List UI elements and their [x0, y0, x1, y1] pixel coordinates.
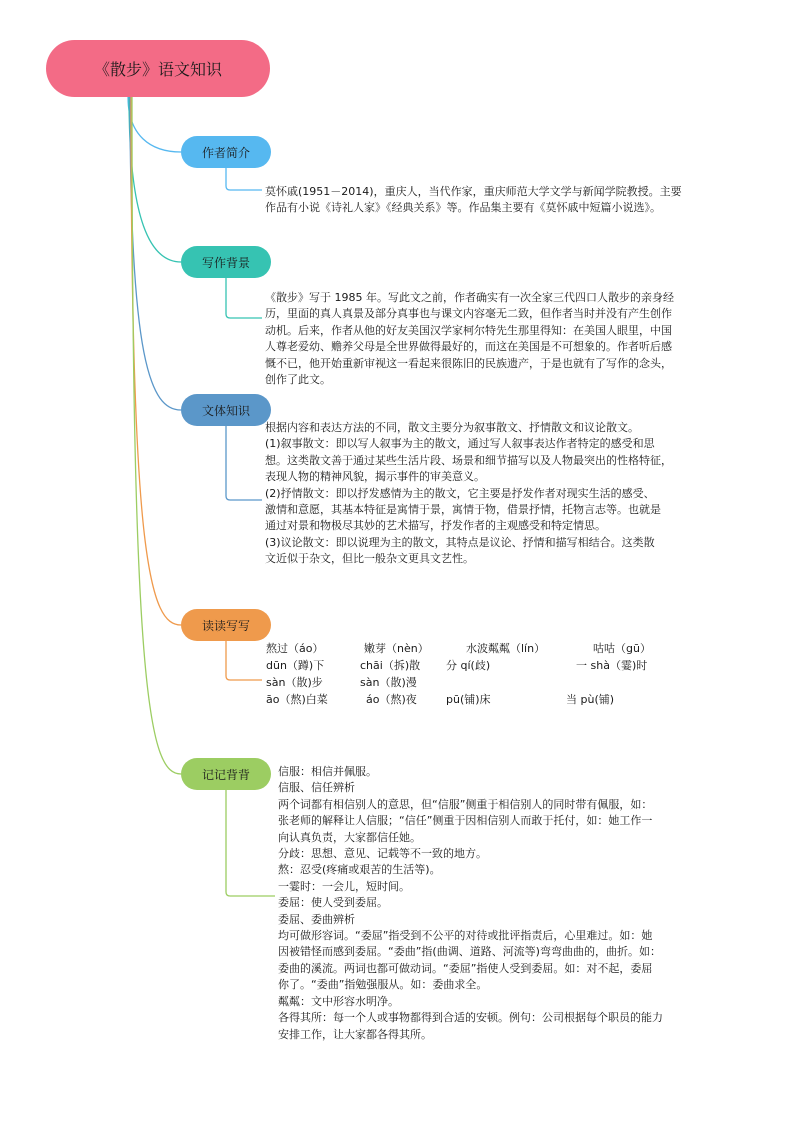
text-line: 委曲的溪流。两词也都可做动词。“委屈”指使人受到委屈。如：对不起，委屈 [278, 961, 653, 975]
text-line: 委屈：使人受到委屈。 [278, 896, 388, 910]
node-author-intro[interactable]: 作者简介 [181, 136, 271, 168]
text-line: 表现人物的精神风貌，揭示事件的审美意义。 [265, 470, 485, 484]
node-writing-background[interactable]: 写作背景 [181, 246, 271, 278]
text-line: 人尊老爱幼、赡养父母是全世界做得最好的，而这在美国是不可想象的。作者听后感 [265, 340, 672, 354]
text-line: 历，里面的真人真景及部分真事也与课文内容毫无二致，但作者当时并没有产生创作 [265, 307, 672, 321]
text-line: 慨不已，他开始重新审视这一看起来很陈旧的民族遗产，于是也就有了写作的念头， [265, 356, 672, 370]
connector-author-text [226, 168, 262, 190]
connector-genre [130, 97, 181, 410]
word-row [266, 674, 766, 691]
word-row [266, 691, 766, 708]
word-item: 熬过（áo） [266, 642, 324, 655]
word-item: 咕咕（gū） [593, 642, 651, 655]
node-memorize[interactable]: 记记背背 [181, 758, 271, 790]
reading-writing-words [266, 640, 766, 708]
text-line: 作品有小说《诗礼人家》《经典关系》等。作品集主要有《莫怀戚中短篇小说选》。 [265, 201, 661, 215]
root-node[interactable]: 《散步》语文知识 [46, 40, 270, 97]
connector-background [129, 97, 181, 262]
connector-reading-text [226, 641, 262, 680]
text-line: 你了。“委曲”指勉强服从。如：委曲求全。 [278, 978, 488, 992]
text-line: 《散步》写于 1985 年。写此文之前，作者确实有一次全家三代四口人散步的亲身经 [265, 291, 674, 304]
text-line: 信服、信任辨析 [278, 781, 355, 795]
text-line: 想。这类散文善于通过某些生活片段、场景和细节描写以及人物最突出的性格特征， [265, 453, 672, 467]
text-line: 熬：忍受(疼痛或艰苦的生活等)。 [278, 863, 441, 877]
text-line: 动机。后来，作者从他的好友美国汉学家柯尔特先生那里得知：在美国人眼里，中国 [265, 323, 672, 337]
word-item: 一 shà（霎)时 [576, 659, 648, 672]
word-item: 当 pù(铺) [566, 693, 615, 706]
text-line: 信服：相信并佩服。 [278, 765, 377, 778]
text-line: 委屈、委曲辨析 [278, 912, 355, 926]
node-genre-knowledge[interactable]: 文体知识 [181, 394, 271, 426]
word-item: áo（熬)夜 [366, 693, 417, 706]
text-line: (2)抒情散文：即以抒发感情为主的散文，它主要是抒发作者对现实生活的感受、 [265, 486, 655, 500]
word-item: 分 qí(歧) [446, 659, 491, 672]
text-line: 粼粼：文中形容水明净。 [278, 994, 399, 1008]
text-line: 莫怀戚(1951－2014)，重庆人，当代作家，重庆师范大学文学与新闻学院教授。主要 [265, 185, 682, 198]
text-line: 激情和意愿，其基本特征是寓情于景，寓情于物，借景抒情，托物言志等。也就是 [265, 503, 661, 517]
text-line: 向认真负责，大家都信任她。 [278, 830, 421, 844]
memorize-text [278, 764, 776, 1043]
text-line: 通过对景和物极尽其妙的艺术描写，抒发作者的主观感受和特定情思。 [265, 519, 606, 533]
word-row [266, 657, 766, 674]
text-line: 一霎时：一会儿，短时间。 [278, 879, 410, 893]
text-line: 安排工作，让大家都各得其所。 [278, 1027, 432, 1041]
author-intro-text [265, 184, 765, 217]
word-item: 嫩芽（nèn） [364, 642, 429, 655]
connector-background-text [226, 278, 262, 318]
writing-background-text [265, 290, 765, 388]
word-item: sàn（散)漫 [360, 676, 417, 689]
text-line: (3)议论散文：即以说理为主的散文，其特点是议论、抒情和描写相结合。这类散 [265, 535, 655, 549]
text-line: 根据内容和表达方法的不同，散文主要分为叙事散文、抒情散文和议论散文。 [265, 421, 639, 434]
word-item: pū(铺)床 [446, 693, 491, 706]
connector-memorize-text [226, 790, 275, 896]
connector-memorize [132, 97, 181, 774]
text-line: 因被错怪而感到委屈。“委曲”指(曲调、道路、河流等)弯弯曲曲的，曲折。如： [278, 945, 661, 959]
text-line: (1)叙事散文：即以写人叙事为主的散文，通过写人叙事表达作者特定的感受和思 [265, 437, 655, 451]
text-line: 各得其所：每一个人或事物都得到合适的安顿。例句：公司根据每个职员的能力 [278, 1011, 663, 1025]
word-item: āo（熬)白菜 [266, 693, 328, 706]
connector-genre-text [226, 426, 262, 500]
word-item: 水波粼粼（lín） [466, 642, 546, 655]
node-reading-writing[interactable]: 读读写写 [181, 609, 271, 641]
word-item: dūn（蹲)下 [266, 659, 325, 672]
text-line: 分歧：思想、意见、记载等不一致的地方。 [278, 847, 487, 861]
genre-knowledge-text [265, 420, 770, 568]
text-line: 均可做形容词。“委屈”指受到不公平的对待或批评指责后，心里难过。如：她 [278, 929, 653, 943]
text-line: 文近似于杂文，但比一般杂文更具文艺性。 [265, 552, 474, 566]
text-line: 张老师的解释让人信服；“信任”侧重于因相信别人而敢于托付，如：她工作一 [278, 814, 653, 828]
word-item: sàn（散)步 [266, 676, 323, 689]
connector-author [128, 97, 181, 152]
text-line: 两个词都有相信别人的意思，但“信服”侧重于相信别人的同时带有佩服，如： [278, 797, 653, 811]
word-item: chāi（拆)散 [360, 659, 421, 672]
word-row [266, 640, 766, 657]
text-line: 创作了此文。 [265, 373, 331, 387]
